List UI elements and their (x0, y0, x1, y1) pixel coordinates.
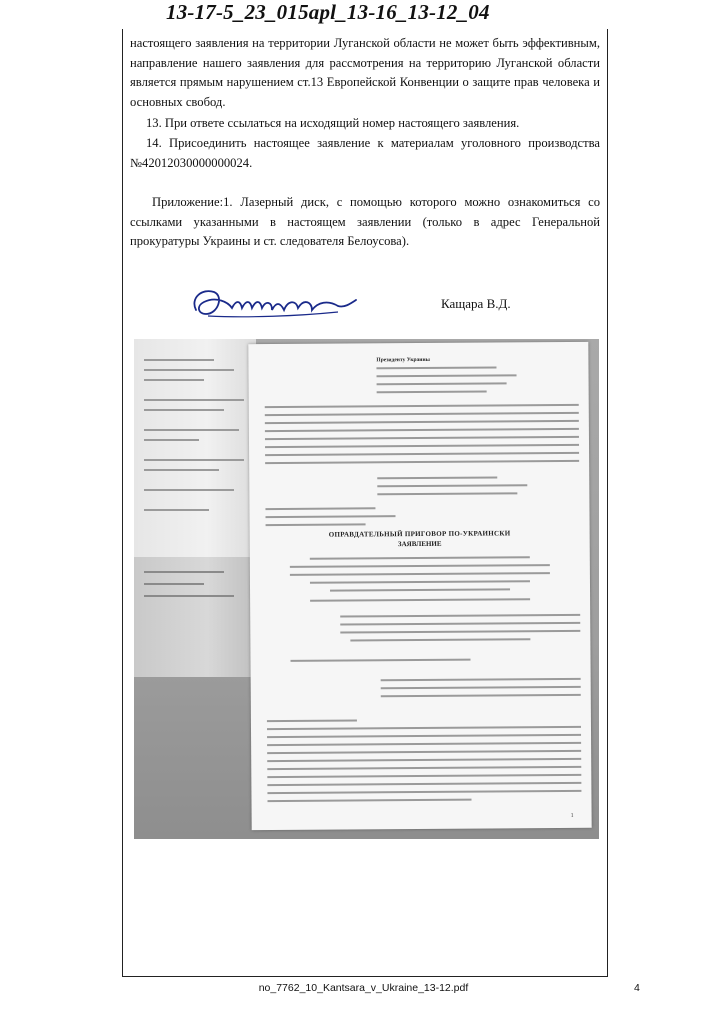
receipt-image-2 (134, 557, 256, 677)
document-header: 13-17-5_23_015apl_13-16_13-12_04 (166, 0, 490, 24)
doc-addressee: Президенту Украины (376, 356, 430, 364)
doc-title: ОПРАВДАТЕЛЬНЫЙ ПРИГОВОР ПО-УКРАИНСКИ (328, 529, 511, 539)
paragraph-violation: настоящего заявления на территории Луганской области не может быть эффективным, направление нашего заявления для рассмотрения на территорию Луганской области является прямым нарушением ст.13 Европейской Конвенции о защите прав человека и основных свобод. (130, 36, 600, 109)
footer-page-number: 4 (634, 982, 640, 994)
paragraph-attachment: Приложение:1. Лазерный диск, с помощью которого можно ознакомиться со ссылками указанными в настоящем заявлении (только в адрес Генеральной прокуратуры Украины и ст. следователя Белоусова). (130, 195, 600, 248)
paragraph-item-14: 14. Присоединить настоящее заявление к материалам уголовного производства №42012030000000024. (130, 136, 600, 170)
attached-photo (134, 339, 599, 839)
paragraph-item-13: 13. При ответе ссылаться на исходящий номер настоящего заявления. (146, 116, 520, 130)
receipt-image (134, 339, 256, 559)
doc-subtitle: ЗАЯВЛЕНИЕ (397, 539, 442, 549)
doc-page-number: 1 (570, 813, 574, 820)
footer-filename: no_7762_10_Kantsara_v_Ukraine_13-12.pdf (258, 982, 469, 994)
photographed-document (248, 342, 591, 830)
handwritten-signature (188, 280, 363, 325)
signer-name: Кащара В.Д. (441, 296, 511, 311)
